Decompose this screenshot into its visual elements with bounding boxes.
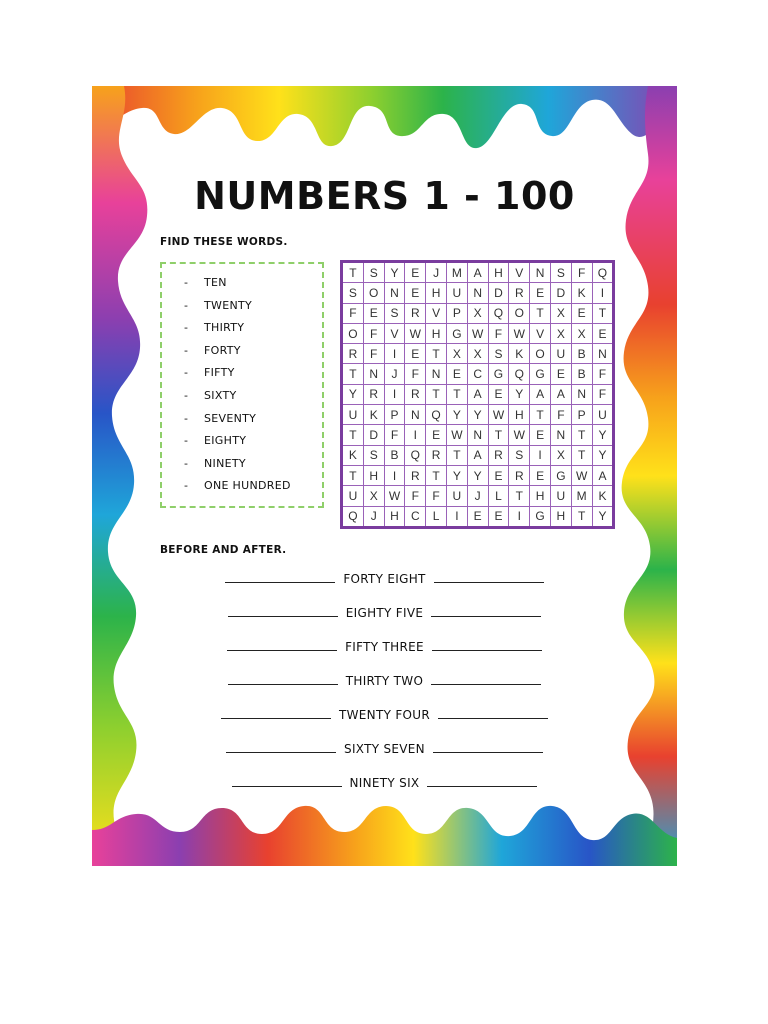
grid-cell[interactable]: H	[426, 323, 447, 343]
after-blank[interactable]	[432, 641, 542, 651]
number-word: SIXTY SEVEN	[344, 742, 425, 756]
grid-cell[interactable]: W	[488, 405, 509, 425]
grid-cell[interactable]: D	[363, 425, 384, 445]
bullet-dash: -	[184, 456, 189, 470]
before-blank[interactable]	[228, 675, 338, 685]
bullet-dash: -	[184, 298, 189, 312]
grid-cell[interactable]: K	[571, 283, 592, 303]
grid-cell[interactable]: F	[384, 425, 405, 445]
grid-cell[interactable]: Y	[446, 405, 467, 425]
grid-cell[interactable]: F	[405, 364, 426, 384]
grid-cell[interactable]: X	[467, 344, 488, 364]
grid-row	[342, 425, 614, 445]
grid-cell[interactable]: Y	[342, 384, 364, 404]
grid-cell[interactable]: U	[446, 486, 467, 506]
grid-cell[interactable]: W	[384, 486, 405, 506]
grid-cell[interactable]: E	[363, 303, 384, 323]
word-text: FORTY	[204, 343, 241, 357]
grid-cell[interactable]: Y	[592, 506, 614, 527]
grid-row	[342, 486, 614, 506]
grid-cell[interactable]: K	[342, 445, 364, 465]
grid-cell[interactable]: F	[342, 303, 364, 323]
grid-cell[interactable]: B	[571, 364, 592, 384]
worksheet-frame	[92, 86, 677, 866]
grid-cell[interactable]: X	[467, 303, 488, 323]
grid-cell[interactable]: J	[363, 506, 384, 527]
grid-cell[interactable]: H	[363, 465, 384, 485]
grid-cell[interactable]: O	[509, 303, 530, 323]
word-list	[162, 264, 322, 498]
grid-cell[interactable]: W	[405, 323, 426, 343]
before-after-heading: BEFORE AND AFTER.	[160, 544, 287, 556]
grid-cell[interactable]: I	[384, 384, 405, 404]
word-list-box	[160, 262, 324, 508]
grid-cell[interactable]: V	[384, 323, 405, 343]
grid-cell[interactable]: J	[384, 364, 405, 384]
grid-cell[interactable]: T	[342, 465, 364, 485]
word-text: SEVENTY	[204, 411, 257, 425]
grid-cell[interactable]: X	[363, 486, 384, 506]
grid-cell[interactable]: I	[509, 506, 530, 527]
grid-cell[interactable]: E	[530, 465, 551, 485]
grid-cell[interactable]: H	[488, 262, 509, 283]
word-list-item	[184, 385, 322, 408]
word-text: FIFTY	[204, 366, 235, 380]
grid-cell[interactable]: W	[509, 323, 530, 343]
grid-cell[interactable]: Y	[592, 425, 614, 445]
grid-cell[interactable]: F	[363, 344, 384, 364]
grid-cell[interactable]: N	[467, 283, 488, 303]
grid-cell[interactable]: V	[509, 262, 530, 283]
grid-cell[interactable]: W	[509, 425, 530, 445]
grid-row	[342, 405, 614, 425]
grid-row	[342, 303, 614, 323]
grid-cell[interactable]: F	[550, 405, 571, 425]
grid-cell[interactable]: I	[592, 283, 614, 303]
grid-cell[interactable]: S	[363, 262, 384, 283]
word-text: THIRTY	[204, 321, 245, 335]
word-list-item	[184, 408, 322, 431]
page-title: NUMBERS 1 - 100	[194, 174, 575, 218]
grid-cell[interactable]: V	[530, 323, 551, 343]
grid-cell[interactable]: N	[426, 364, 447, 384]
before-after-row	[92, 606, 677, 620]
grid-cell[interactable]: P	[446, 303, 467, 323]
grid-cell[interactable]: E	[405, 283, 426, 303]
grid-cell[interactable]: I	[384, 344, 405, 364]
word-list-item	[184, 475, 322, 498]
grid-cell[interactable]: E	[426, 425, 447, 445]
grid-cell[interactable]: K	[509, 344, 530, 364]
grid-cell[interactable]: D	[488, 283, 509, 303]
grid-cell[interactable]: R	[509, 465, 530, 485]
grid-cell[interactable]: I	[530, 445, 551, 465]
grid-cell[interactable]: R	[342, 344, 364, 364]
bullet-dash: -	[184, 276, 189, 289]
before-after-row	[92, 776, 677, 790]
bullet-dash: -	[184, 479, 189, 493]
grid-cell[interactable]: R	[363, 384, 384, 404]
grid-cell[interactable]: E	[530, 283, 551, 303]
bullet-dash: -	[184, 411, 189, 425]
grid-cell[interactable]: R	[405, 465, 426, 485]
grid-cell[interactable]: E	[405, 344, 426, 364]
grid-row	[342, 465, 614, 485]
grid-cell[interactable]: R	[426, 445, 447, 465]
grid-cell[interactable]: T	[446, 445, 467, 465]
grid-cell[interactable]: A	[467, 262, 488, 283]
grid-cell[interactable]: N	[467, 425, 488, 445]
before-blank[interactable]	[227, 641, 337, 651]
grid-cell[interactable]: S	[550, 262, 571, 283]
grid-cell[interactable]: F	[426, 486, 447, 506]
grid-cell[interactable]: T	[509, 486, 530, 506]
grid-cell[interactable]: G	[530, 364, 551, 384]
grid-cell[interactable]: O	[342, 323, 364, 343]
grid-cell[interactable]: A	[530, 384, 551, 404]
grid-cell[interactable]: S	[363, 445, 384, 465]
before-blank[interactable]	[232, 777, 342, 787]
grid-cell[interactable]: H	[509, 405, 530, 425]
grid-cell[interactable]: T	[342, 364, 364, 384]
grid-cell[interactable]: A	[592, 465, 614, 485]
grid-cell[interactable]: B	[571, 344, 592, 364]
word-text: NINETY	[204, 456, 246, 470]
grid-cell[interactable]: D	[550, 283, 571, 303]
number-word: FORTY EIGHT	[343, 572, 426, 586]
grid-cell[interactable]: N	[592, 344, 614, 364]
grid-cell[interactable]: E	[592, 323, 614, 343]
grid-cell[interactable]: E	[488, 506, 509, 527]
grid-cell[interactable]: Y	[509, 384, 530, 404]
grid-cell[interactable]: E	[530, 425, 551, 445]
word-list-item	[184, 362, 322, 385]
before-blank[interactable]	[221, 709, 331, 719]
grid-cell[interactable]: T	[426, 465, 447, 485]
grid-cell[interactable]: H	[384, 506, 405, 527]
grid-cell[interactable]: T	[571, 425, 592, 445]
grid-cell[interactable]: E	[405, 262, 426, 283]
grid-cell[interactable]: S	[384, 303, 405, 323]
grid-cell[interactable]: Y	[467, 405, 488, 425]
grid-row	[342, 445, 614, 465]
grid-cell[interactable]: Y	[384, 262, 405, 283]
after-blank[interactable]	[431, 607, 541, 617]
grid-cell[interactable]: W	[467, 323, 488, 343]
grid-cell[interactable]: P	[384, 405, 405, 425]
grid-cell[interactable]: W	[571, 465, 592, 485]
grid-cell[interactable]: F	[592, 384, 614, 404]
grid-cell[interactable]: J	[467, 486, 488, 506]
after-blank[interactable]	[431, 675, 541, 685]
grid-cell[interactable]: H	[530, 486, 551, 506]
grid-cell[interactable]: N	[530, 262, 551, 283]
grid-cell[interactable]: U	[592, 405, 614, 425]
grid-cell[interactable]: N	[550, 425, 571, 445]
grid-cell[interactable]: X	[550, 303, 571, 323]
number-word: FIFTY THREE	[345, 640, 424, 654]
bullet-dash: -	[184, 366, 189, 380]
grid-cell[interactable]: K	[592, 486, 614, 506]
grid-cell[interactable]: I	[405, 425, 426, 445]
grid-cell[interactable]: B	[384, 445, 405, 465]
bullet-dash: -	[184, 434, 189, 448]
grid-cell[interactable]: U	[550, 486, 571, 506]
grid-cell[interactable]: X	[446, 344, 467, 364]
grid-cell[interactable]: F	[488, 323, 509, 343]
find-words-heading: FIND THESE WORDS.	[160, 236, 288, 248]
after-blank[interactable]	[433, 743, 543, 753]
grid-cell[interactable]: X	[571, 323, 592, 343]
grid-cell[interactable]: E	[446, 364, 467, 384]
word-list-item	[184, 272, 322, 295]
grid-cell[interactable]: R	[405, 384, 426, 404]
grid-cell[interactable]: A	[550, 384, 571, 404]
bullet-dash: -	[184, 388, 189, 402]
grid-cell[interactable]: T	[488, 425, 509, 445]
grid-cell[interactable]: E	[467, 506, 488, 527]
grid-row	[342, 364, 614, 384]
grid-cell[interactable]: S	[342, 283, 364, 303]
grid-cell[interactable]: T	[530, 405, 551, 425]
grid-cell[interactable]: T	[342, 425, 364, 445]
grid-cell[interactable]: Y	[446, 465, 467, 485]
grid-cell[interactable]: O	[530, 344, 551, 364]
word-list-item	[184, 340, 322, 363]
grid-cell[interactable]: S	[488, 344, 509, 364]
grid-cell[interactable]: O	[363, 283, 384, 303]
before-blank[interactable]	[225, 573, 335, 583]
grid-cell[interactable]: I	[446, 506, 467, 527]
before-after-row	[92, 640, 677, 654]
after-blank[interactable]	[438, 709, 548, 719]
word-text: TEN	[204, 276, 227, 289]
grid-cell[interactable]: L	[488, 486, 509, 506]
grid-row	[342, 344, 614, 364]
grid-cell[interactable]: T	[530, 303, 551, 323]
grid-cell[interactable]: S	[509, 445, 530, 465]
grid-cell[interactable]: G	[446, 323, 467, 343]
grid-cell[interactable]: A	[467, 445, 488, 465]
grid-cell[interactable]: Y	[467, 465, 488, 485]
grid-cell[interactable]: R	[405, 303, 426, 323]
grid-cell[interactable]: U	[342, 405, 364, 425]
after-blank[interactable]	[434, 573, 544, 583]
word-list-item	[184, 295, 322, 318]
grid-cell[interactable]: E	[571, 303, 592, 323]
grid-cell[interactable]: J	[426, 262, 447, 283]
grid-cell[interactable]: Q	[509, 364, 530, 384]
grid-cell[interactable]: Q	[488, 303, 509, 323]
grid-cell[interactable]: N	[571, 384, 592, 404]
number-word: TWENTY FOUR	[339, 708, 430, 722]
number-word: THIRTY TWO	[345, 674, 424, 688]
grid-cell[interactable]: G	[488, 364, 509, 384]
grid-cell[interactable]: A	[467, 384, 488, 404]
before-after-row	[92, 708, 677, 722]
grid-cell[interactable]: N	[384, 283, 405, 303]
grid-cell[interactable]: H	[550, 506, 571, 527]
grid-row	[342, 283, 614, 303]
grid-cell[interactable]: L	[426, 506, 447, 527]
grid-cell[interactable]: R	[488, 445, 509, 465]
grid-cell[interactable]: F	[363, 323, 384, 343]
grid-row	[342, 323, 614, 343]
before-blank[interactable]	[228, 607, 338, 617]
grid-cell[interactable]: F	[405, 486, 426, 506]
grid-cell[interactable]: T	[571, 506, 592, 527]
grid-cell[interactable]: U	[342, 486, 364, 506]
grid-cell[interactable]: G	[530, 506, 551, 527]
bullet-dash: -	[184, 343, 189, 357]
grid-cell[interactable]: Y	[592, 445, 614, 465]
grid-cell[interactable]: F	[592, 364, 614, 384]
before-after-row	[92, 572, 677, 586]
word-text: EIGHTY	[204, 434, 247, 448]
grid-cell[interactable]: V	[426, 303, 447, 323]
before-after-row	[92, 674, 677, 688]
after-blank[interactable]	[427, 777, 537, 787]
grid-cell[interactable]: T	[426, 344, 447, 364]
word-list-item	[184, 430, 322, 453]
grid-cell[interactable]: M	[446, 262, 467, 283]
word-text: SIXTY	[204, 388, 237, 402]
grid-cell[interactable]: Q	[426, 405, 447, 425]
number-word: NINETY SIX	[349, 776, 420, 790]
grid-cell[interactable]: M	[571, 486, 592, 506]
grid-row	[342, 384, 614, 404]
grid-cell[interactable]: E	[550, 364, 571, 384]
grid-cell[interactable]: E	[488, 384, 509, 404]
grid-cell[interactable]: T	[592, 303, 614, 323]
grid-cell[interactable]: U	[446, 283, 467, 303]
word-list-item	[184, 453, 322, 476]
grid-cell[interactable]: F	[571, 262, 592, 283]
grid-cell[interactable]: T	[426, 384, 447, 404]
grid-cell[interactable]: I	[384, 465, 405, 485]
bullet-dash: -	[184, 321, 189, 335]
word-text: ONE HUNDRED	[204, 479, 291, 493]
grid-cell[interactable]: X	[550, 445, 571, 465]
word-list-item	[184, 317, 322, 340]
number-word: EIGHTY FIVE	[345, 606, 424, 620]
grid-cell[interactable]: W	[446, 425, 467, 445]
grid-cell[interactable]: R	[509, 283, 530, 303]
word-search-grid	[340, 260, 615, 529]
grid-cell[interactable]: Q	[592, 262, 614, 283]
grid-cell[interactable]: X	[550, 323, 571, 343]
grid-cell[interactable]: T	[342, 262, 364, 283]
grid-cell[interactable]: P	[571, 405, 592, 425]
grid-cell[interactable]: T	[446, 384, 467, 404]
grid-row	[342, 506, 614, 527]
grid-cell[interactable]: N	[363, 364, 384, 384]
grid-cell[interactable]: N	[405, 405, 426, 425]
grid-cell[interactable]: E	[488, 465, 509, 485]
grid-row	[342, 262, 614, 283]
grid-cell[interactable]: C	[405, 506, 426, 527]
before-after-row	[92, 742, 677, 756]
grid-cell[interactable]: H	[426, 283, 447, 303]
grid-cell[interactable]: U	[550, 344, 571, 364]
grid-cell[interactable]: Q	[342, 506, 364, 527]
grid-cell[interactable]: K	[363, 405, 384, 425]
grid-cell[interactable]: G	[550, 465, 571, 485]
grid-cell[interactable]: C	[467, 364, 488, 384]
grid-cell[interactable]: T	[571, 445, 592, 465]
grid-cell[interactable]: Q	[405, 445, 426, 465]
before-blank[interactable]	[226, 743, 336, 753]
word-text: TWENTY	[204, 298, 253, 312]
